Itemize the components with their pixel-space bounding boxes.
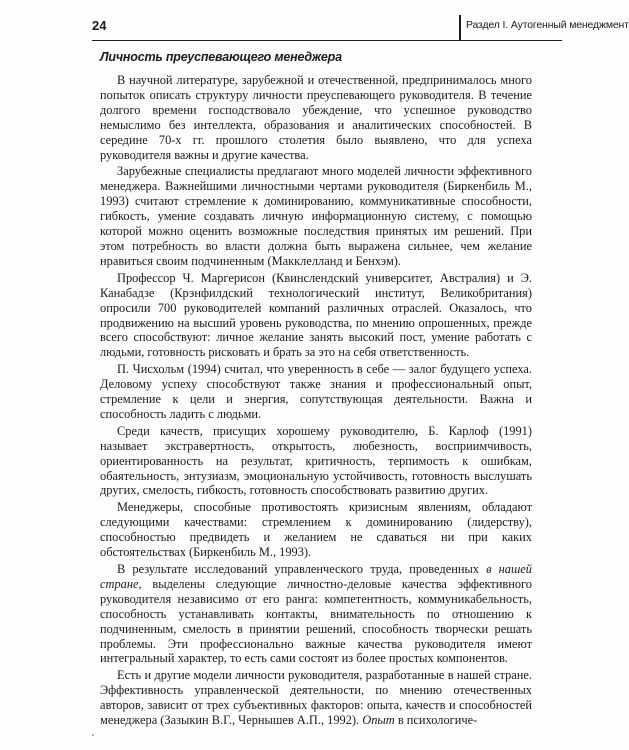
- paragraph-with-emphasis: [100, 562, 532, 666]
- emphasis-text: в нашей стране: [100, 562, 532, 591]
- paragraph-text: Есть и другие модели личности руководителя, разработанные в нашей стране. Эффективность управленческой деятельности, по мнению отечественных авторов, зависит от трех субъективных факторов: опыта, качеств и способностей менеджера (Зазыкин В.Г., Чернышев А.П., 1992).: [100, 668, 532, 728]
- paragraph: Зарубежные специалисты предлагают много моделей личности эффективного менеджера. Важнейшими личностными чертами руководителя (Биркенбиль М., 1993) считают стремление к доминированию, коммуникативные способности, гибкость, умение создавать личную информационную систему, с помощью которой можно оценить возможные последствия принятых им решений. При этом потребность во власти должна быть выражена сильнее, чем желание нравиться своим подчиненным (Макклелланд и Бенхэм).: [100, 164, 532, 268]
- paragraph: Профессор Ч. Маргерисон (Квинслендский университет, Австралия) и Э. Канабадзе (Крэнфилдский технологический институт, Великобритания) опросили 700 руководителей компаний различных отраслей. Оказалось, что продвижению на высший уровень руководства, по мнению опрошенных, прежде всего способствуют: личное желание занять высокий пост, умение работать с людьми, готовность рисковать и брать за это на себя ответственность.: [100, 270, 532, 360]
- body-text: [100, 73, 532, 728]
- emphasis-text: Опыт: [362, 713, 395, 728]
- paragraph-text: , выделены следующие личностно-деловые качества эффективного руководителя независимо от его ранга: компетентность, коммуникабельность, способность устанавливать контакты, внимательность по отношению к подчиненным, смелость в принятии решений, способность творчески решать проблемы. Эти профессионально важные качества руководителя имеют интегральный характер, то есть сами состоят из более простых компонентов.: [100, 576, 532, 666]
- page-header: [92, 14, 629, 41]
- paragraph-text: в психологиче-: [394, 713, 478, 728]
- paragraph: Среди качеств, присущих хорошему руководителю, Б. Карлоф (1991) называет экстравертность, открытость, любезность, восприимчивость, ориентированность на результат, критичность, терпимость к ошибкам, обаятельность, энтузиазм, эмоциональную устойчивость, готовность выслушать других, смелость, гибкость, готовность способствовать развитию других.: [100, 423, 532, 498]
- paragraph: П. Чисхольм (1994) считал, что уверенность в себе — залог будущего успеха. Деловому успеху способствуют также знания и профессиональный опыт, стремление к цели и энергия, сопутствующая деятельности. Важна и способность ладить с людьми.: [100, 362, 532, 421]
- scan-speck: [92, 734, 94, 736]
- page-number: 24: [92, 18, 107, 33]
- paragraph-with-emphasis: [100, 668, 532, 728]
- paragraph: В научной литературе, зарубежной и отечественной, предпринималось много попыток описать структуру личности преуспевающего руководителя. В течение долгого времени господствовало убеждение, что успешное руководство немыслимо без интеллекта, образования и аналитических способностей. В середине 70-х гг. прошлого столетия было выявлено, что для успеха руководителя важны и другие качества.: [100, 73, 532, 162]
- running-head: Раздел I. Аутогенный менеджмент: [466, 20, 629, 31]
- paragraph-text: В результате исследований управленческого труда, проведенных: [117, 562, 487, 576]
- page-content: [100, 49, 532, 730]
- paragraph: Менеджеры, способные противостоять кризисным явлениям, обладают следующими качествами: стремлением к доминированию (лидерству), способностью предвидеть и желанием не сдаваться ни при каких обстоятельствах (Биркенбиль М., 1993).: [100, 500, 532, 560]
- section-title: Личность преуспевающего менеджера: [100, 50, 342, 64]
- header-divider: [459, 15, 461, 40]
